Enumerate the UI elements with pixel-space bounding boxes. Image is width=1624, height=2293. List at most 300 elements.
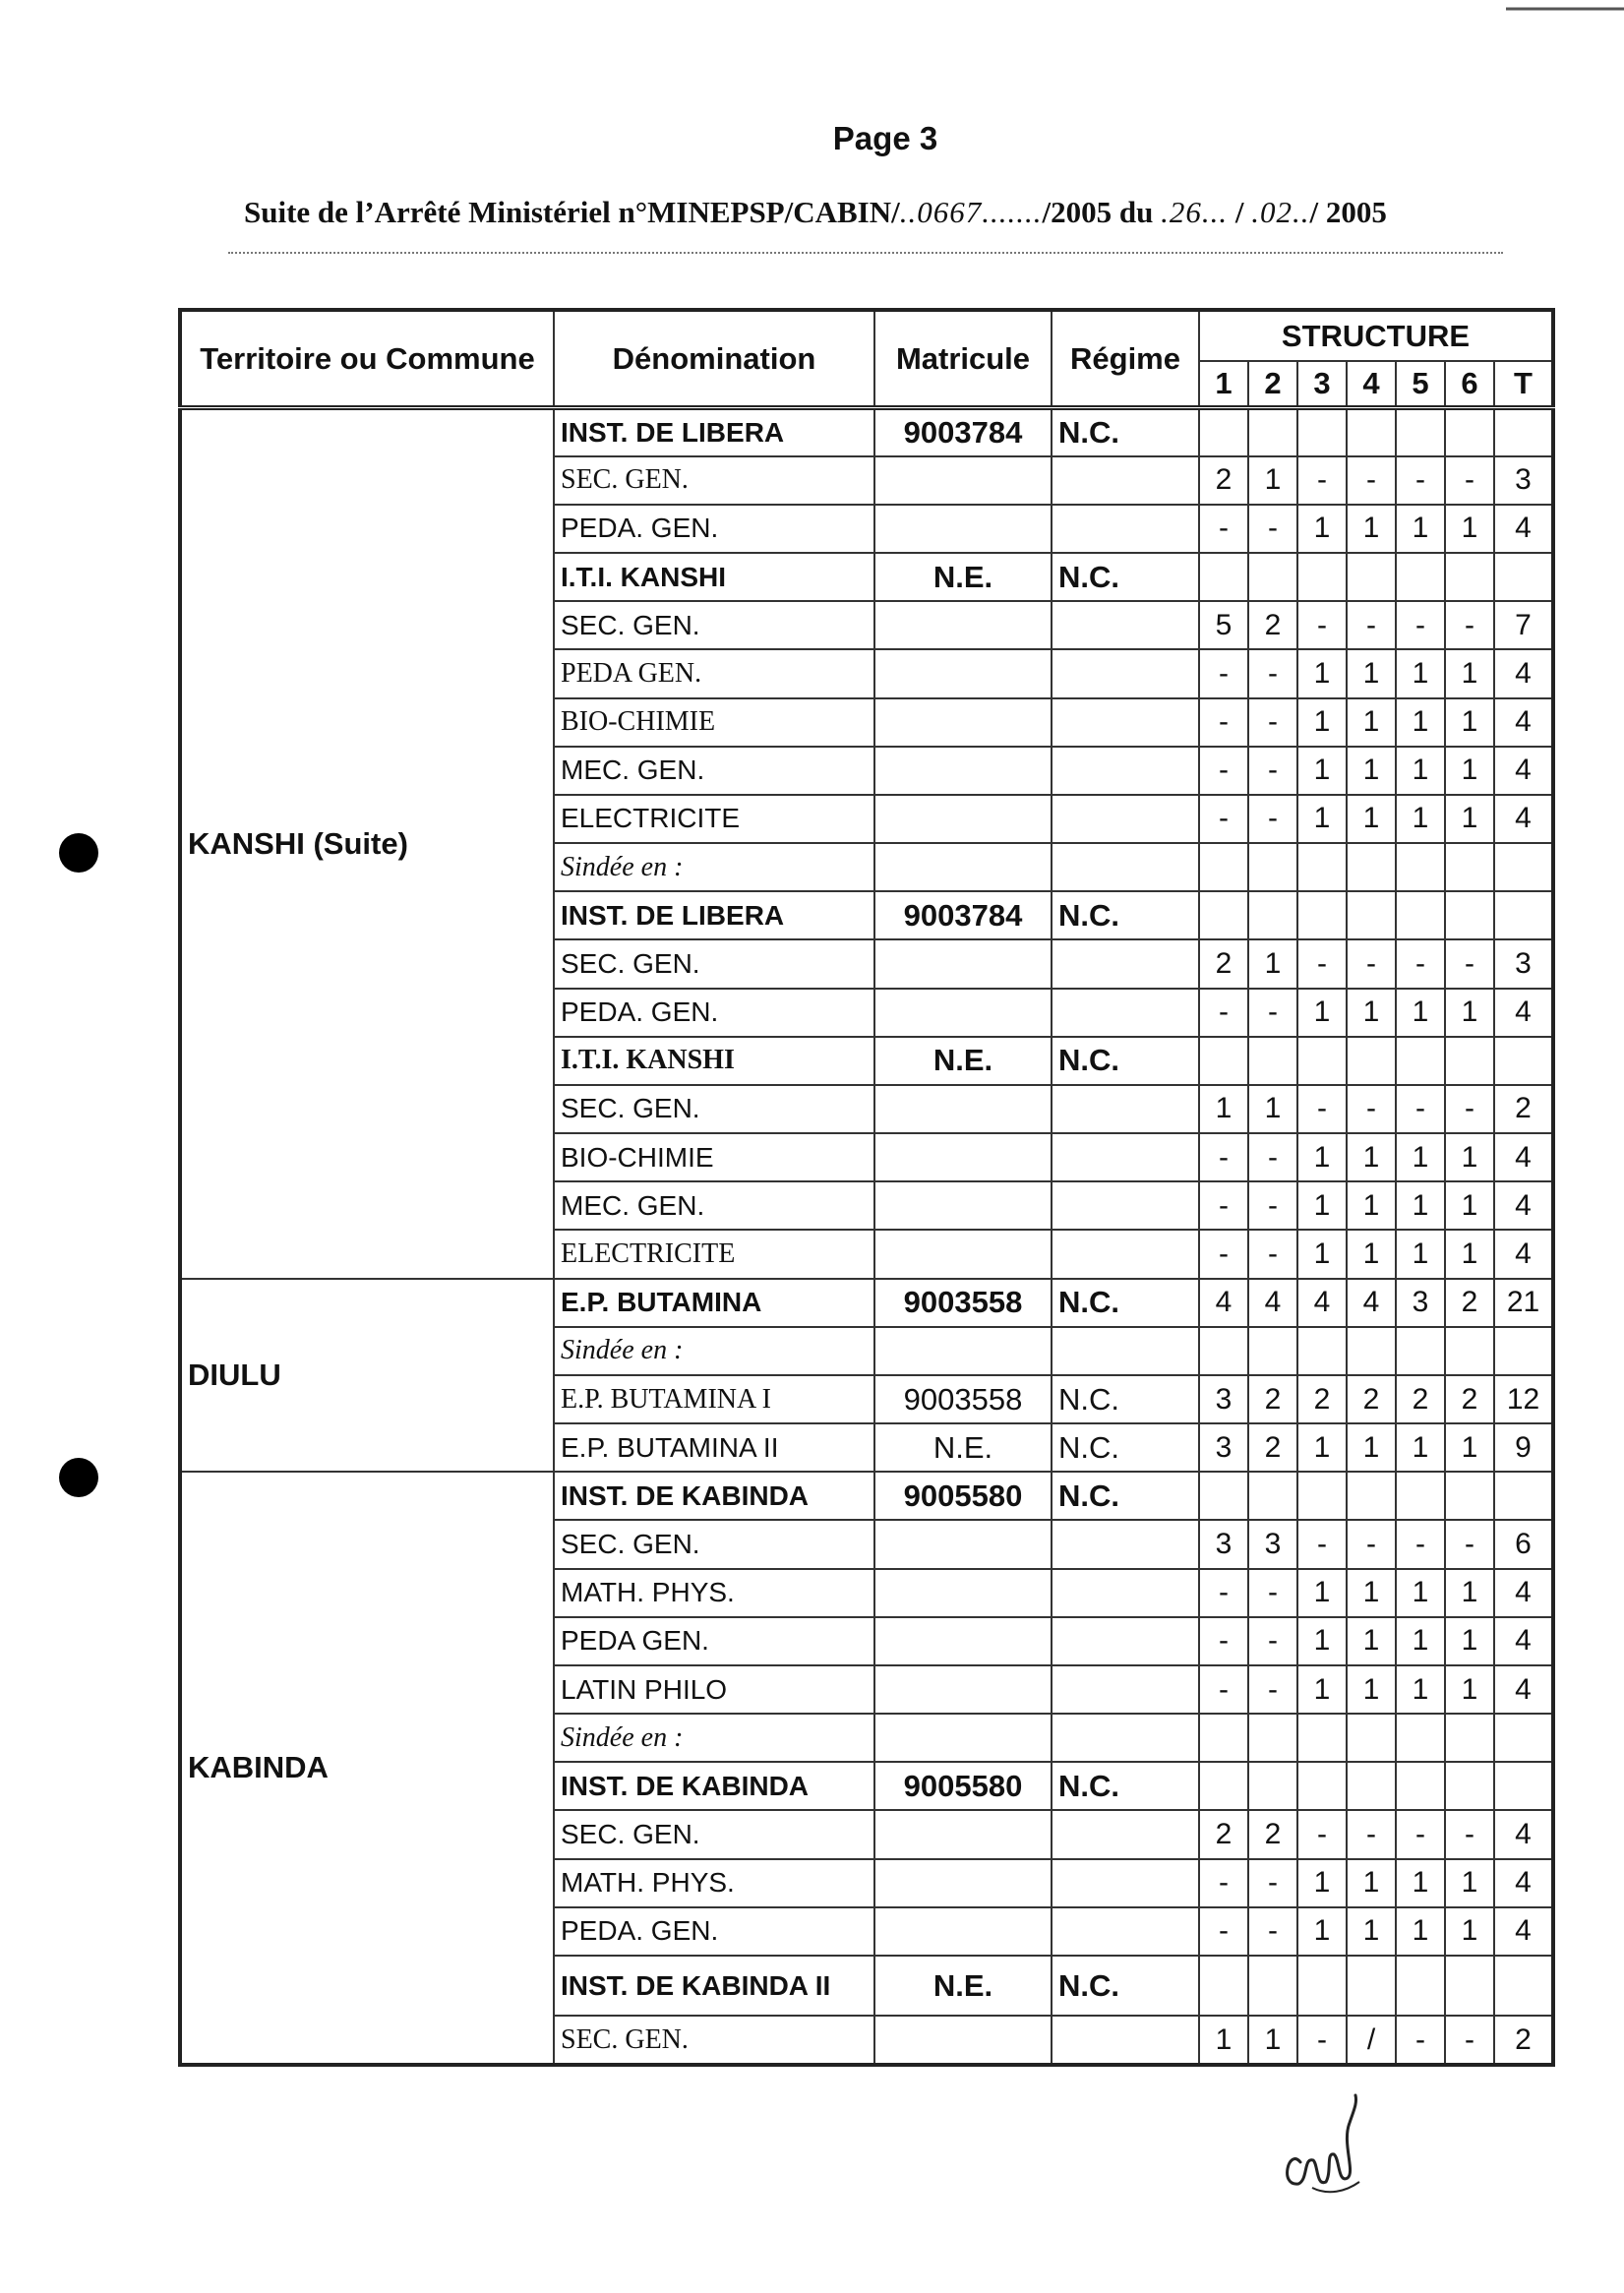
structure-cell bbox=[1199, 1327, 1248, 1375]
structure-cell: - bbox=[1199, 505, 1248, 553]
structure-cell bbox=[1297, 1714, 1347, 1762]
matricule-cell: N.E. bbox=[874, 1037, 1052, 1085]
structure-total-cell: 7 bbox=[1494, 601, 1553, 649]
matricule-cell bbox=[874, 1810, 1052, 1858]
structure-cell: 1 bbox=[1248, 939, 1297, 988]
structure-total-cell: 4 bbox=[1494, 1810, 1553, 1858]
regime-cell: N.C. bbox=[1052, 1279, 1199, 1327]
structure-cell: 1 bbox=[1396, 747, 1445, 795]
structure-cell bbox=[1347, 408, 1396, 456]
matricule-cell bbox=[874, 505, 1052, 553]
structure-cell bbox=[1396, 1472, 1445, 1520]
structure-cell: 1 bbox=[1297, 1617, 1347, 1665]
structure-cell bbox=[1445, 1472, 1494, 1520]
structure-cell bbox=[1199, 891, 1248, 939]
structure-total-cell: 4 bbox=[1494, 698, 1553, 747]
matricule-cell bbox=[874, 843, 1052, 891]
structure-cell: 1 bbox=[1347, 649, 1396, 697]
denomination-cell: INST. DE KABINDA bbox=[554, 1762, 874, 1810]
structure-cell bbox=[1445, 1327, 1494, 1375]
structure-cell bbox=[1199, 1037, 1248, 1085]
regime-cell bbox=[1052, 456, 1199, 505]
structure-cell: 1 bbox=[1347, 795, 1396, 843]
structure-cell: - bbox=[1199, 649, 1248, 697]
structure-cell: 1 bbox=[1297, 649, 1347, 697]
structure-cell: 1 bbox=[1445, 505, 1494, 553]
denomination-cell: MATH. PHYS. bbox=[554, 1859, 874, 1907]
regime-cell bbox=[1052, 843, 1199, 891]
structure-cell bbox=[1199, 843, 1248, 891]
structure-total-cell: 12 bbox=[1494, 1375, 1553, 1423]
denomination-cell: SEC. GEN. bbox=[554, 1520, 874, 1568]
denomination-cell: MATH. PHYS. bbox=[554, 1569, 874, 1617]
structure-cell: - bbox=[1248, 1665, 1297, 1714]
structure-total-cell bbox=[1494, 1956, 1553, 2016]
structure-cell: 1 bbox=[1445, 1569, 1494, 1617]
regime-cell: N.C. bbox=[1052, 891, 1199, 939]
structure-cell: 1 bbox=[1396, 505, 1445, 553]
structure-cell: - bbox=[1297, 1520, 1347, 1568]
structure-cell: - bbox=[1248, 1569, 1297, 1617]
denomination-cell: Sindée en : bbox=[554, 1714, 874, 1762]
structure-cell bbox=[1396, 891, 1445, 939]
corner-mark bbox=[1506, 0, 1624, 6]
structure-cell bbox=[1445, 408, 1494, 456]
structure-cell: - bbox=[1199, 1859, 1248, 1907]
structure-total-cell bbox=[1494, 1037, 1553, 1085]
structure-cell: - bbox=[1445, 456, 1494, 505]
regime-cell bbox=[1052, 2016, 1199, 2065]
structure-cell: - bbox=[1248, 1907, 1297, 1956]
structure-total-cell bbox=[1494, 1472, 1553, 1520]
structure-cell: - bbox=[1297, 1085, 1347, 1133]
structure-total-cell: 4 bbox=[1494, 1907, 1553, 1956]
structure-cell: - bbox=[1199, 1230, 1248, 1278]
regime-cell bbox=[1052, 795, 1199, 843]
structure-cell: - bbox=[1248, 747, 1297, 795]
structure-cell bbox=[1248, 1762, 1297, 1810]
structure-cell bbox=[1347, 1037, 1396, 1085]
structure-cell: - bbox=[1248, 649, 1297, 697]
denomination-cell: E.P. BUTAMINA II bbox=[554, 1423, 874, 1472]
structure-total-cell: 2 bbox=[1494, 1085, 1553, 1133]
structure-cell bbox=[1445, 1762, 1494, 1810]
denomination-cell: ELECTRICITE bbox=[554, 1230, 874, 1278]
denomination-cell: INST. DE LIBERA bbox=[554, 408, 874, 456]
structure-cell: 1 bbox=[1445, 1665, 1494, 1714]
structure-total-cell bbox=[1494, 1327, 1553, 1375]
regime-cell bbox=[1052, 747, 1199, 795]
structure-table bbox=[178, 308, 1555, 2067]
structure-cell bbox=[1297, 553, 1347, 601]
structure-cell: - bbox=[1248, 1133, 1297, 1181]
structure-cell bbox=[1396, 1956, 1445, 2016]
denomination-cell: E.P. BUTAMINA I bbox=[554, 1375, 874, 1423]
matricule-cell bbox=[874, 1907, 1052, 1956]
regime-cell bbox=[1052, 649, 1199, 697]
structure-cell: 3 bbox=[1248, 1520, 1297, 1568]
structure-cell: - bbox=[1347, 1520, 1396, 1568]
structure-cell: 4 bbox=[1297, 1279, 1347, 1327]
structure-cell: - bbox=[1199, 747, 1248, 795]
structure-cell: 2 bbox=[1248, 1423, 1297, 1472]
structure-cell bbox=[1248, 1472, 1297, 1520]
structure-cell bbox=[1347, 1714, 1396, 1762]
structure-cell: 1 bbox=[1199, 1085, 1248, 1133]
structure-cell: 1 bbox=[1347, 1230, 1396, 1278]
structure-cell bbox=[1248, 891, 1297, 939]
signature bbox=[1269, 2093, 1387, 2202]
header-structure: STRUCTURE bbox=[1199, 310, 1553, 361]
structure-cell: 1 bbox=[1396, 1859, 1445, 1907]
table-row bbox=[180, 1472, 1553, 1520]
structure-cell bbox=[1347, 1762, 1396, 1810]
regime-cell bbox=[1052, 1714, 1199, 1762]
structure-total-cell: 4 bbox=[1494, 1569, 1553, 1617]
denomination-cell: Sindée en : bbox=[554, 1327, 874, 1375]
structure-total-cell: 2 bbox=[1494, 2016, 1553, 2065]
matricule-cell bbox=[874, 456, 1052, 505]
denomination-cell: SEC. GEN. bbox=[554, 1085, 874, 1133]
regime-cell bbox=[1052, 1133, 1199, 1181]
structure-cell: 1 bbox=[1297, 1859, 1347, 1907]
reference-prefix: Suite de l’Arrêté Ministériel n°MINEPSP/CABIN/ bbox=[244, 195, 900, 229]
structure-cell: 1 bbox=[1347, 1907, 1396, 1956]
structure-cell: 1 bbox=[1248, 2016, 1297, 2065]
structure-cell: 1 bbox=[1297, 1230, 1347, 1278]
dotted-rule bbox=[228, 252, 1503, 254]
structure-cell: 1 bbox=[1199, 2016, 1248, 2065]
structure-cell: 1 bbox=[1297, 1569, 1347, 1617]
regime-cell: N.C. bbox=[1052, 1762, 1199, 1810]
structure-total-cell: 3 bbox=[1494, 939, 1553, 988]
denomination-cell: I.T.I. KANSHI bbox=[554, 553, 874, 601]
structure-cell: 2 bbox=[1396, 1375, 1445, 1423]
structure-cell bbox=[1347, 891, 1396, 939]
matricule-cell bbox=[874, 1665, 1052, 1714]
structure-cell bbox=[1445, 553, 1494, 601]
structure-cell bbox=[1248, 1714, 1297, 1762]
structure-cell: - bbox=[1396, 456, 1445, 505]
denomination-cell: INST. DE LIBERA bbox=[554, 891, 874, 939]
matricule-cell bbox=[874, 989, 1052, 1037]
structure-cell: 1 bbox=[1347, 698, 1396, 747]
structure-cell: 3 bbox=[1199, 1520, 1248, 1568]
matricule-cell bbox=[874, 1569, 1052, 1617]
structure-cell: 1 bbox=[1347, 1665, 1396, 1714]
denomination-cell: SEC. GEN. bbox=[554, 2016, 874, 2065]
structure-cell bbox=[1396, 1714, 1445, 1762]
structure-cell bbox=[1396, 843, 1445, 891]
structure-cell: - bbox=[1396, 601, 1445, 649]
regime-cell bbox=[1052, 505, 1199, 553]
structure-total-cell: 4 bbox=[1494, 505, 1553, 553]
structure-cell bbox=[1347, 1327, 1396, 1375]
regime-cell bbox=[1052, 989, 1199, 1037]
structure-cell: 3 bbox=[1199, 1423, 1248, 1472]
denomination-cell: LATIN PHILO bbox=[554, 1665, 874, 1714]
header-col-6: 6 bbox=[1445, 361, 1494, 408]
table-row bbox=[180, 408, 1553, 456]
structure-cell: - bbox=[1445, 939, 1494, 988]
page-title: Page 3 bbox=[832, 120, 938, 156]
structure-cell bbox=[1297, 1472, 1347, 1520]
structure-cell: - bbox=[1347, 456, 1396, 505]
structure-cell: 2 bbox=[1248, 601, 1297, 649]
regime-cell: N.C. bbox=[1052, 1472, 1199, 1520]
structure-cell: - bbox=[1445, 2016, 1494, 2065]
structure-cell: - bbox=[1396, 1085, 1445, 1133]
regime-cell: N.C. bbox=[1052, 1956, 1199, 2016]
matricule-cell bbox=[874, 1714, 1052, 1762]
structure-cell: - bbox=[1248, 1181, 1297, 1230]
structure-cell: 2 bbox=[1199, 1810, 1248, 1858]
structure-cell: - bbox=[1248, 1617, 1297, 1665]
header-regime: Régime bbox=[1052, 310, 1199, 408]
header-col-5: 5 bbox=[1396, 361, 1445, 408]
matricule-cell bbox=[874, 1617, 1052, 1665]
matricule-cell: 9003558 bbox=[874, 1375, 1052, 1423]
punch-hole-bottom bbox=[59, 1458, 98, 1497]
structure-cell bbox=[1297, 1956, 1347, 2016]
structure-cell bbox=[1396, 1327, 1445, 1375]
header-col-3: 3 bbox=[1297, 361, 1347, 408]
structure-cell: 1 bbox=[1445, 747, 1494, 795]
regime-cell bbox=[1052, 601, 1199, 649]
regime-cell bbox=[1052, 1181, 1199, 1230]
structure-cell: 2 bbox=[1445, 1375, 1494, 1423]
regime-cell bbox=[1052, 1859, 1199, 1907]
regime-cell: N.C. bbox=[1052, 1423, 1199, 1472]
matricule-cell bbox=[874, 698, 1052, 747]
reference-sep1: / bbox=[1228, 195, 1252, 229]
structure-cell bbox=[1199, 1956, 1248, 2016]
structure-cell bbox=[1248, 1956, 1297, 2016]
matricule-cell bbox=[874, 939, 1052, 988]
structure-cell bbox=[1297, 843, 1347, 891]
structure-cell: 2 bbox=[1199, 456, 1248, 505]
structure-cell: 1 bbox=[1396, 1569, 1445, 1617]
structure-cell bbox=[1347, 553, 1396, 601]
structure-cell: 3 bbox=[1396, 1279, 1445, 1327]
structure-cell: 1 bbox=[1396, 1617, 1445, 1665]
structure-cell: 1 bbox=[1396, 698, 1445, 747]
structure-cell bbox=[1248, 843, 1297, 891]
denomination-cell: PEDA GEN. bbox=[554, 649, 874, 697]
regime-cell bbox=[1052, 939, 1199, 988]
structure-cell: 1 bbox=[1297, 698, 1347, 747]
matricule-cell bbox=[874, 747, 1052, 795]
regime-cell bbox=[1052, 1230, 1199, 1278]
structure-cell: - bbox=[1445, 1810, 1494, 1858]
header-col-2: 2 bbox=[1248, 361, 1297, 408]
structure-cell: 1 bbox=[1347, 1133, 1396, 1181]
decree-month: .02.. bbox=[1251, 195, 1310, 229]
reference-sep2: / 2005 bbox=[1309, 195, 1387, 229]
denomination-cell: MEC. GEN. bbox=[554, 747, 874, 795]
denomination-cell: BIO-CHIMIE bbox=[554, 698, 874, 747]
structure-cell: 1 bbox=[1297, 795, 1347, 843]
matricule-cell bbox=[874, 601, 1052, 649]
structure-cell: - bbox=[1248, 989, 1297, 1037]
structure-cell: - bbox=[1347, 1810, 1396, 1858]
structure-total-cell: 4 bbox=[1494, 1617, 1553, 1665]
structure-cell: - bbox=[1199, 1665, 1248, 1714]
structure-cell: - bbox=[1396, 1520, 1445, 1568]
structure-cell: 1 bbox=[1445, 698, 1494, 747]
structure-cell: - bbox=[1248, 1230, 1297, 1278]
structure-cell: / bbox=[1347, 2016, 1396, 2065]
structure-cell: 1 bbox=[1396, 1133, 1445, 1181]
matricule-cell bbox=[874, 1859, 1052, 1907]
structure-cell: 1 bbox=[1445, 1907, 1494, 1956]
decree-number: ..0667....... bbox=[899, 195, 1043, 229]
structure-cell: 2 bbox=[1445, 1279, 1494, 1327]
structure-cell bbox=[1396, 1762, 1445, 1810]
regime-cell bbox=[1052, 1907, 1199, 1956]
denomination-cell: INST. DE KABINDA bbox=[554, 1472, 874, 1520]
structure-cell: 1 bbox=[1445, 1230, 1494, 1278]
territory-cell: KABINDA bbox=[180, 1472, 554, 2065]
matricule-cell bbox=[874, 2016, 1052, 2065]
structure-total-cell bbox=[1494, 1714, 1553, 1762]
structure-total-cell: 4 bbox=[1494, 649, 1553, 697]
structure-cell: - bbox=[1347, 939, 1396, 988]
structure-cell: - bbox=[1297, 1810, 1347, 1858]
regime-cell: N.C. bbox=[1052, 1375, 1199, 1423]
structure-total-cell: 4 bbox=[1494, 747, 1553, 795]
denomination-cell: SEC. GEN. bbox=[554, 939, 874, 988]
regime-cell bbox=[1052, 1327, 1199, 1375]
structure-cell: 2 bbox=[1199, 939, 1248, 988]
denomination-cell: I.T.I. KANSHI bbox=[554, 1037, 874, 1085]
structure-cell bbox=[1445, 1037, 1494, 1085]
matricule-cell: N.E. bbox=[874, 1423, 1052, 1472]
denomination-cell: PEDA. GEN. bbox=[554, 989, 874, 1037]
matricule-cell: 9005580 bbox=[874, 1472, 1052, 1520]
structure-cell bbox=[1248, 553, 1297, 601]
denomination-cell: INST. DE KABINDA II bbox=[554, 1956, 874, 2016]
structure-cell: - bbox=[1396, 939, 1445, 988]
structure-cell: 1 bbox=[1445, 1617, 1494, 1665]
structure-cell: 1 bbox=[1445, 1181, 1494, 1230]
matricule-cell bbox=[874, 1181, 1052, 1230]
structure-total-cell: 4 bbox=[1494, 1181, 1553, 1230]
structure-total-cell: 3 bbox=[1494, 456, 1553, 505]
structure-cell: - bbox=[1347, 601, 1396, 649]
structure-cell: 2 bbox=[1347, 1375, 1396, 1423]
structure-cell: 1 bbox=[1248, 456, 1297, 505]
structure-cell: - bbox=[1199, 989, 1248, 1037]
territory-cell: KANSHI (Suite) bbox=[180, 408, 554, 1279]
structure-cell: 1 bbox=[1347, 1859, 1396, 1907]
structure-cell: - bbox=[1199, 1907, 1248, 1956]
structure-cell: - bbox=[1199, 698, 1248, 747]
denomination-cell: SEC. GEN. bbox=[554, 601, 874, 649]
matricule-cell bbox=[874, 1085, 1052, 1133]
structure-cell: 2 bbox=[1297, 1375, 1347, 1423]
structure-cell: 1 bbox=[1396, 1423, 1445, 1472]
denomination-cell: PEDA. GEN. bbox=[554, 505, 874, 553]
structure-cell: 1 bbox=[1347, 1569, 1396, 1617]
structure-cell: - bbox=[1248, 795, 1297, 843]
structure-cell: 4 bbox=[1199, 1279, 1248, 1327]
header-col-total: T bbox=[1494, 361, 1553, 408]
structure-cell: 1 bbox=[1445, 1859, 1494, 1907]
structure-total-cell: 6 bbox=[1494, 1520, 1553, 1568]
structure-cell bbox=[1248, 408, 1297, 456]
structure-total-cell bbox=[1494, 1762, 1553, 1810]
structure-total-cell: 4 bbox=[1494, 1665, 1553, 1714]
structure-cell: 1 bbox=[1248, 1085, 1297, 1133]
header-col-4: 4 bbox=[1347, 361, 1396, 408]
regime-cell bbox=[1052, 1810, 1199, 1858]
structure-cell: 1 bbox=[1396, 795, 1445, 843]
structure-cell bbox=[1396, 553, 1445, 601]
structure-total-cell: 4 bbox=[1494, 1230, 1553, 1278]
regime-cell: N.C. bbox=[1052, 1037, 1199, 1085]
structure-cell: 1 bbox=[1445, 795, 1494, 843]
matricule-cell bbox=[874, 649, 1052, 697]
structure-cell: 5 bbox=[1199, 601, 1248, 649]
structure-cell bbox=[1347, 843, 1396, 891]
structure-cell bbox=[1445, 843, 1494, 891]
structure-cell: 3 bbox=[1199, 1375, 1248, 1423]
decree-reference bbox=[244, 195, 1387, 230]
reference-year-sep: /2005 du bbox=[1042, 195, 1162, 229]
structure-cell: - bbox=[1248, 698, 1297, 747]
matricule-cell bbox=[874, 1327, 1052, 1375]
structure-cell: 4 bbox=[1248, 1279, 1297, 1327]
structure-total-cell: 4 bbox=[1494, 1133, 1553, 1181]
structure-cell: - bbox=[1297, 939, 1347, 988]
denomination-cell: Sindée en : bbox=[554, 843, 874, 891]
matricule-cell bbox=[874, 1230, 1052, 1278]
structure-cell: 1 bbox=[1297, 505, 1347, 553]
structure-cell bbox=[1396, 408, 1445, 456]
structure-cell: - bbox=[1199, 1133, 1248, 1181]
structure-cell: 1 bbox=[1347, 1181, 1396, 1230]
denomination-cell: PEDA GEN. bbox=[554, 1617, 874, 1665]
structure-cell: 1 bbox=[1396, 649, 1445, 697]
structure-cell bbox=[1297, 1327, 1347, 1375]
structure-cell: - bbox=[1199, 1181, 1248, 1230]
regime-cell bbox=[1052, 698, 1199, 747]
structure-total-cell bbox=[1494, 843, 1553, 891]
structure-cell: - bbox=[1297, 2016, 1347, 2065]
structure-cell: 1 bbox=[1396, 1181, 1445, 1230]
denomination-cell: ELECTRICITE bbox=[554, 795, 874, 843]
structure-cell bbox=[1297, 408, 1347, 456]
structure-total-cell: 9 bbox=[1494, 1423, 1553, 1472]
structure-cell bbox=[1445, 1714, 1494, 1762]
structure-cell: 1 bbox=[1445, 1133, 1494, 1181]
territory-cell: DIULU bbox=[180, 1279, 554, 1473]
header-territoire: Territoire ou Commune bbox=[180, 310, 554, 408]
structure-cell bbox=[1445, 1956, 1494, 2016]
structure-cell: 1 bbox=[1445, 989, 1494, 1037]
header-col-1: 1 bbox=[1199, 361, 1248, 408]
structure-cell: - bbox=[1445, 601, 1494, 649]
header-matricule: Matricule bbox=[874, 310, 1052, 408]
structure-cell: - bbox=[1248, 1859, 1297, 1907]
structure-cell: - bbox=[1445, 1085, 1494, 1133]
structure-cell bbox=[1297, 891, 1347, 939]
regime-cell bbox=[1052, 1520, 1199, 1568]
denomination-cell: E.P. BUTAMINA bbox=[554, 1279, 874, 1327]
structure-cell: 1 bbox=[1347, 747, 1396, 795]
regime-cell bbox=[1052, 1569, 1199, 1617]
